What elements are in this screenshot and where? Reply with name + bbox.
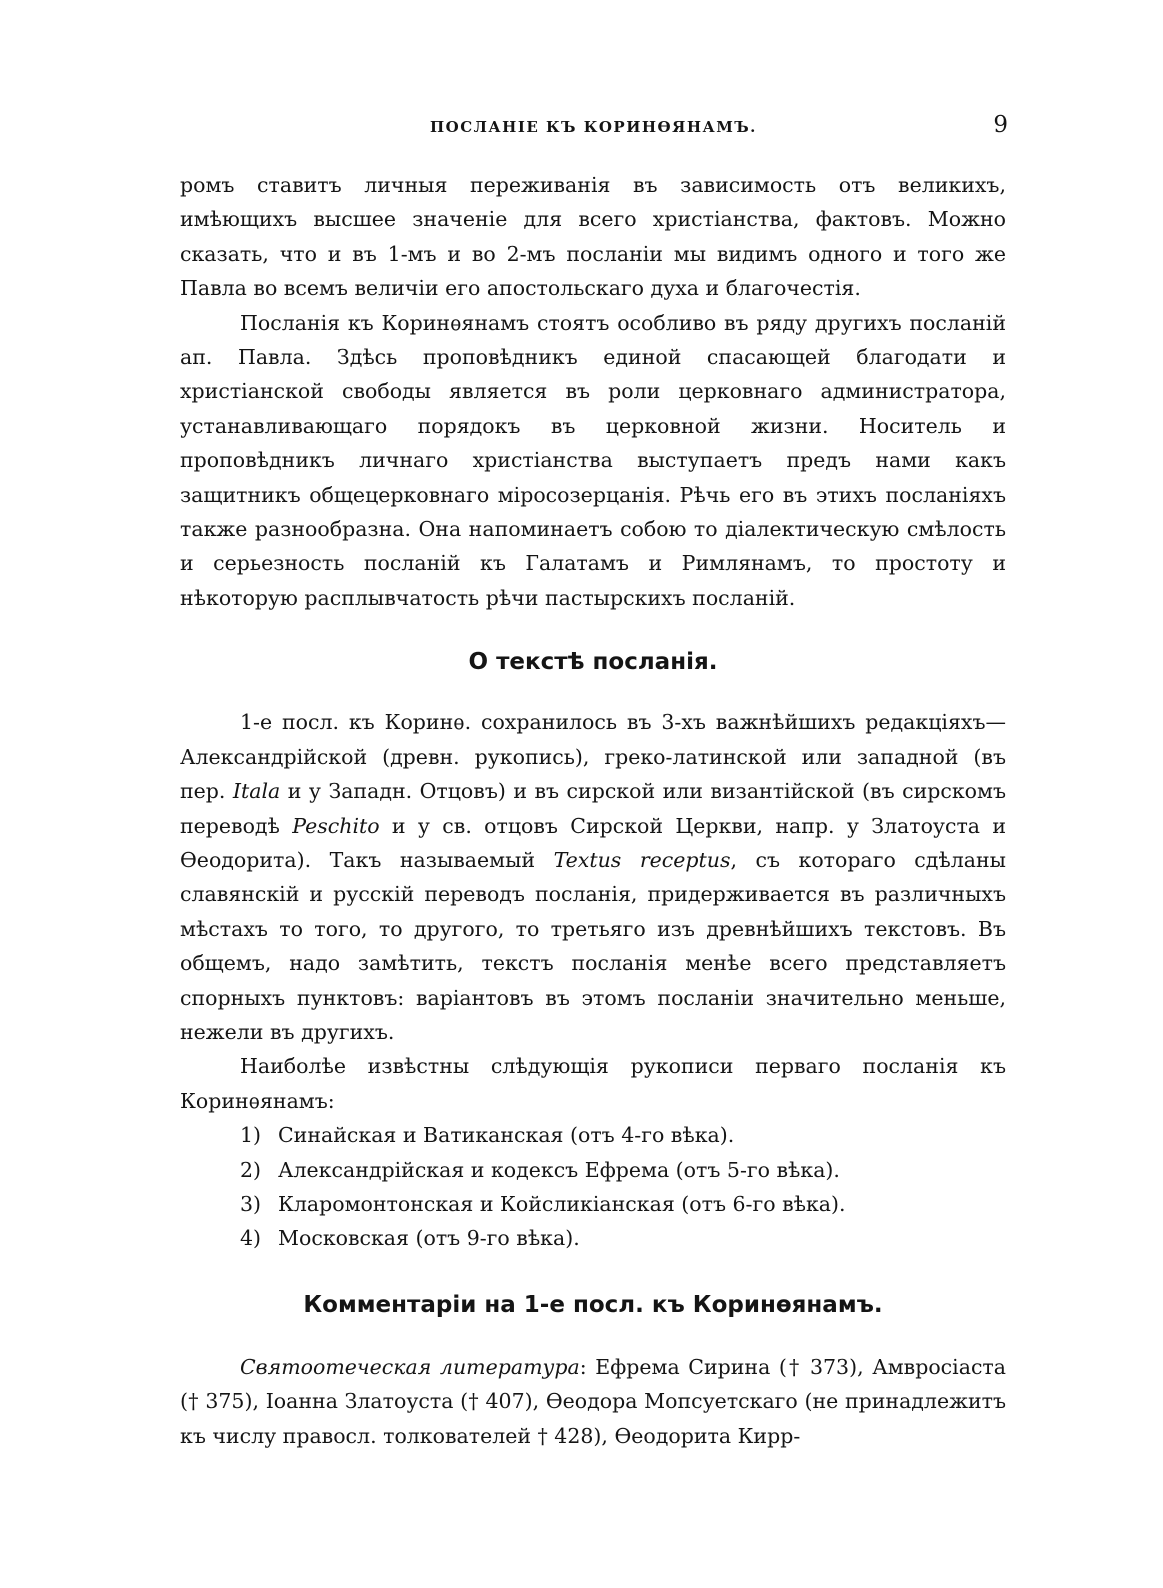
list-item: [240, 1118, 1006, 1152]
page-header: [180, 112, 1010, 148]
list-text: Александрійская и кодексъ Ефрема (отъ 5-го вѣка).: [278, 1157, 840, 1182]
text-paragraph: [180, 705, 1006, 1049]
section-heading-text: О текстѣ посланія.: [468, 649, 718, 676]
text-run: : Ефрема Сирина († 373), Амвросіаста († 375), Іоанна Златоуста († 407), Ѳеодора Мопсуетскаго (не принадлежитъ къ числу правосл. толкователей † 428), Ѳеодорита Кирр-: [180, 1354, 1006, 1448]
italic-term: Святоотеческая литература: [240, 1354, 580, 1379]
manuscripts-intro: Наиболѣе извѣстны слѣдующія рукописи перваго посланія къ Коринѳянамъ:: [180, 1054, 1006, 1113]
commentary-paragraph: [180, 1350, 1006, 1453]
text-run: , съ котораго сдѣланы славянскій и русскій переводъ посланія, придерживается въ различныхъ мѣстахъ то того, то другого, то третьяго изъ древнѣйшихъ текстовъ. Въ общемъ, надо замѣтить, текстъ посланія менѣе всего представляетъ спорныхъ пунктовъ: варіантовъ въ этомъ посланіи значительно меньше, нежели въ другихъ.: [180, 847, 1006, 1044]
list-number: 4): [240, 1226, 262, 1251]
text-run: и у св. отцовъ Сирской Церкви, напр. у Златоуста и Ѳеодорита). Такъ называемый: [180, 813, 1007, 872]
text-run: 1-е посл. къ Коринѳ. сохранилось въ 3-хъ важнѣйшихъ редакціяхъ—Александрійской (древн. рукопись), греко-латинской или западной (въ пер.: [180, 710, 1006, 804]
italic-term: Itala: [232, 779, 281, 804]
list-text: Московская (отъ 9-го вѣка).: [278, 1226, 580, 1251]
list-number: 3): [240, 1191, 262, 1216]
intro-paragraph-continued: ромъ ставитъ личныя переживанія въ зависимость отъ великихъ, имѣющихъ высшее значеніе для всего христіанства, фактовъ. Можно сказать, что и въ 1-мъ и во 2-мъ посланіи мы видимъ одного и того же Павла во всемъ величіи его апостольскаго духа и благочестія.: [180, 173, 1006, 301]
list-text: Кларомонтонская и Койсликіанская (отъ 6-го вѣка).: [278, 1191, 846, 1216]
list-item: [240, 1221, 1006, 1255]
page-number: 9: [993, 112, 1008, 138]
text-run: и у Западн. Отцовъ) и въ сирской или византійской (въ сирскомъ переводѣ: [180, 779, 1007, 838]
list-number: 2): [240, 1157, 262, 1182]
running-title: ПОСЛАНІЕ КЪ КОРИНѲЯНАМЪ.: [430, 118, 757, 136]
page-body: [180, 168, 1006, 1453]
list-item: [240, 1187, 1006, 1221]
italic-term: Peschito: [292, 813, 380, 838]
list-text: Синайская и Ватиканская (отъ 4-го вѣка).: [278, 1123, 735, 1148]
intro-paragraph: Посланія къ Коринѳянамъ стоятъ особливо въ ряду другихъ посланій ап. Павла. Здѣсь проповѣдникъ единой спасающей благодати и христіанской свободы является въ роли церковнаго администратора, устанавливающаго порядокъ въ церковной жизни. Носитель и проповѣдникъ личнаго христіанства выступаетъ предъ нами какъ защитникъ общецерковнаго міросозерцанія. Рѣчь его въ этихъ посланіяхъ также разнообразна. Она напоминаетъ собою то діалектическую смѣлость и серьезность посланій къ Галатамъ и Римлянамъ, то простоту и нѣкоторую расплывчатость рѣчи пастырскихъ посланій.: [180, 310, 1006, 610]
list-number: 1): [240, 1123, 262, 1148]
italic-term: Textus receptus: [553, 847, 731, 872]
manuscript-list: [180, 1118, 1006, 1256]
list-item: [240, 1153, 1006, 1187]
section-heading-commentaries: Комментаріи на 1-е посл. къ Коринѳянамъ.: [303, 1291, 883, 1318]
